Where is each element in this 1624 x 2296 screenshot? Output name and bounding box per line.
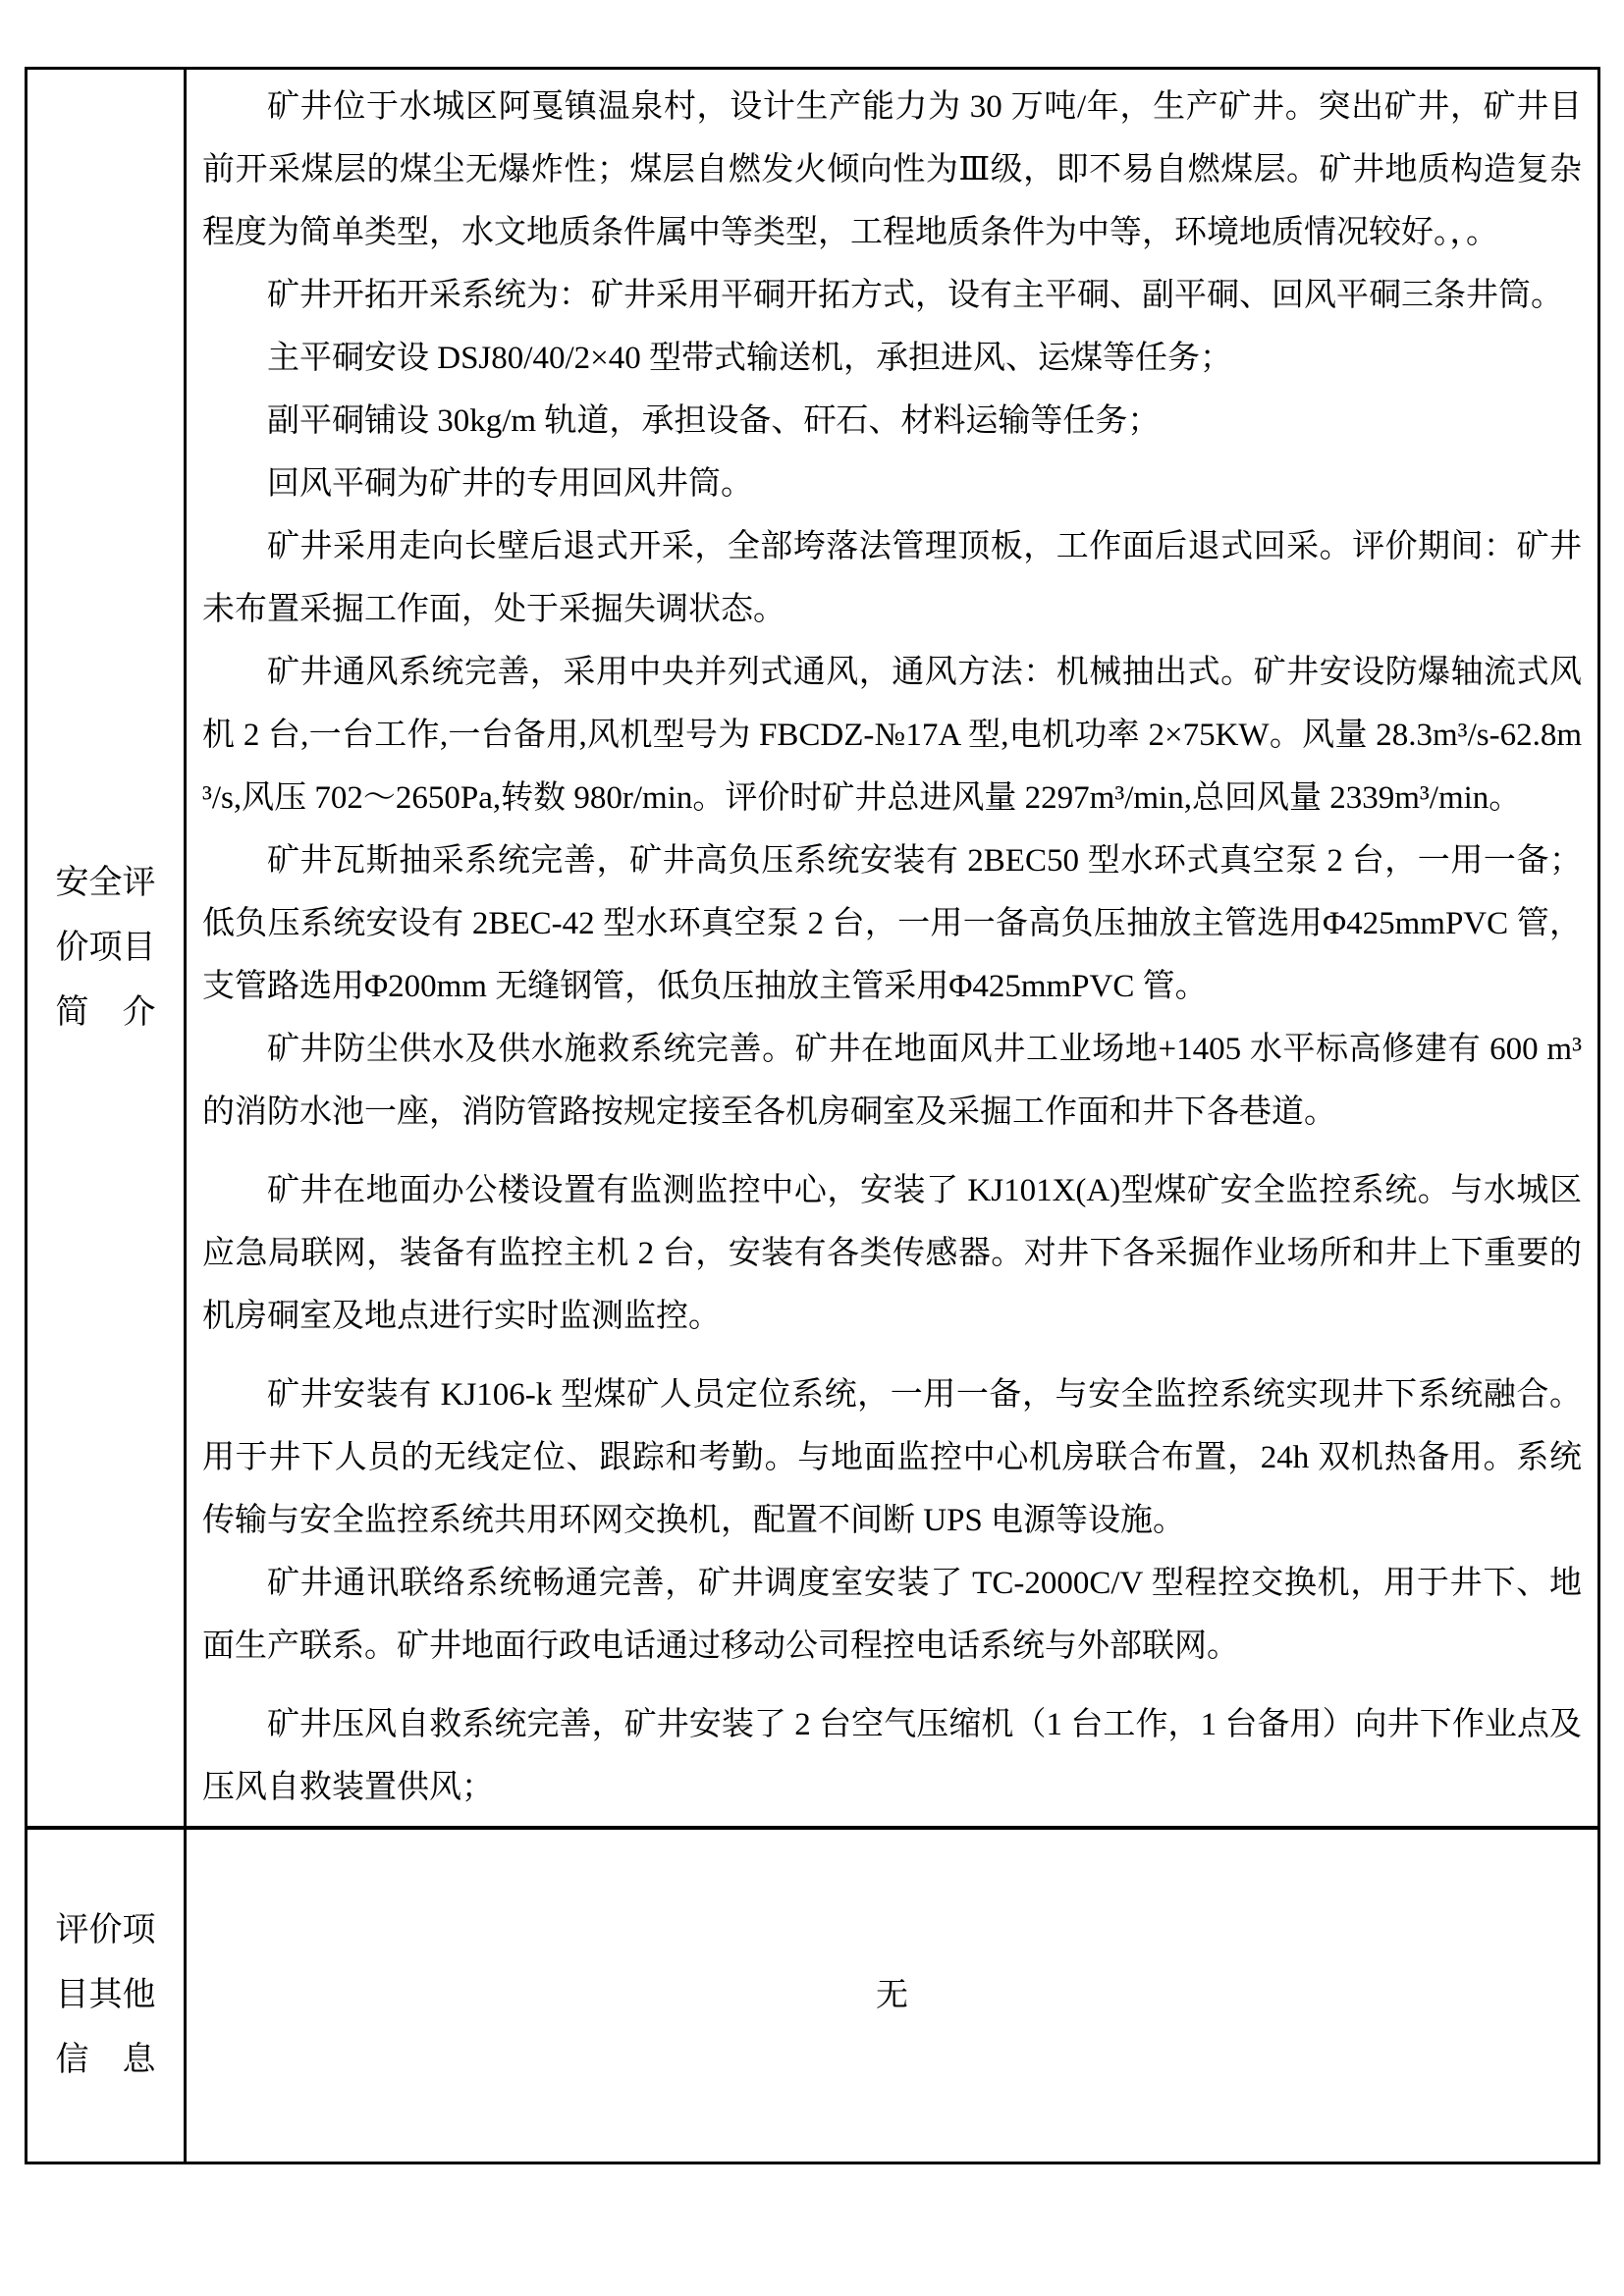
paragraph: 矿井安装有 KJ106-k 型煤矿人员定位系统，一用一备，与安全监控系统实现井下系统融合。用于井下人员的无线定位、跟踪和考勤。与地面监控中心机房联合布置，24h 双机热备用。系统传输与安全监控系统共用环网交换机，配置不间断 UPS 电源等设施。 [202,1377,1582,1538]
paragraph: 矿井压风自救系统完善，矿井安装了 2 台空气压缩机（1 台工作，1 台备用）向井下作业点及压风自救装置供风； [202,1707,1582,1805]
paragraph: 矿井瓦斯抽采系统完善，矿井高负压系统安装有 2BEC50 型水环式真空泵 2 台，一用一备；低负压系统安设有 2BEC-42 型水环真空泵 2 台，一用一备高负压抽放主管选用Φ425mmPVC 管，支管路选用Φ200mm 无缝钢管，低负压抽放主管采用Φ425mmPVC 管。 [202,843,1582,1004]
other-info-content-cell [187,1830,1597,2162]
other-info-label: 评价项目其他信息 [55,1912,156,2078]
intro-content-cell [187,70,1597,1826]
paragraph: 副平硐铺设 30kg/m 轨道，承担设备、矸石、材料运输等任务； [267,403,1161,439]
paragraph: 矿井采用走向长壁后退式开采，全部垮落法管理顶板，工作面后退式回采。评价期间：矿井未布置采掘工作面，处于采掘失调状态。 [202,529,1582,627]
other-info-label-cell [27,1830,187,2162]
other-info-value: 无 [876,1978,908,2013]
report-table [25,67,1600,2164]
paragraph: 主平硐安设 DSJ80/40/2×40 型带式输送机，承担进风、运煤等任务； [267,341,1232,376]
intro-label-cell [27,70,187,1826]
intro-label: 安全评价项目简介 [55,864,156,1031]
paragraph: 矿井在地面办公楼设置有监测监控中心，安装了 KJ101X(A)型煤矿安全监控系统。与水城区应急局联网，装备有监控主机 2 台，安装有各类传感器。对井下各采掘作业场所和井上下重要的机房硐室及地点进行实时监测监控。 [202,1173,1582,1334]
row-other-info [27,1830,1597,2162]
paragraph: 矿井防尘供水及供水施救系统完善。矿井在地面风井工业场地+1405 水平标高修建有 600 m³的消防水池一座，消防管路按规定接至各机房硐室及采掘工作面和井下各巷道。 [202,1032,1582,1130]
paragraph: 矿井通风系统完善，采用中央并列式通风，通风方法：机械抽出式。矿井安设防爆轴流式风机 2 台,一台工作,一台备用,风机型号为 FBCDZ-№17A 型,电机功率 2×75KW。风量 28.3m³/s-62.8m³/s,风压 702～2650Pa,转数 980r/min。评价时矿井总进风量 2297m³/min,总回风量 2339m³/min。 [202,655,1582,816]
paragraph: 回风平硐为矿井的专用回风井筒。 [267,466,753,502]
paragraph: 矿井位于水城区阿戛镇温泉村，设计生产能力为 30 万吨/年，生产矿井。突出矿井，矿井目前开采煤层的煤尘无爆炸性；煤层自燃发火倾向性为Ⅲ级，即不易自燃煤层。矿井地质构造复杂程度为简单类型，水文地质条件属中等类型，工程地质条件为中等，环境地质情况较好。，。 [202,89,1582,250]
paragraph: 矿井通讯联络系统畅通完善，矿井调度室安装了 TC-2000C/V 型程控交换机，用于井下、地面生产联系。矿井地面行政电话通过移动公司程控电话系统与外部联网。 [202,1566,1582,1664]
row-safety-evaluation-intro [27,70,1597,1830]
paragraph: 矿井开拓开采系统为：矿井采用平硐开拓方式，设有主平硐、副平硐、回风平硐三条井筒。 [267,278,1563,313]
